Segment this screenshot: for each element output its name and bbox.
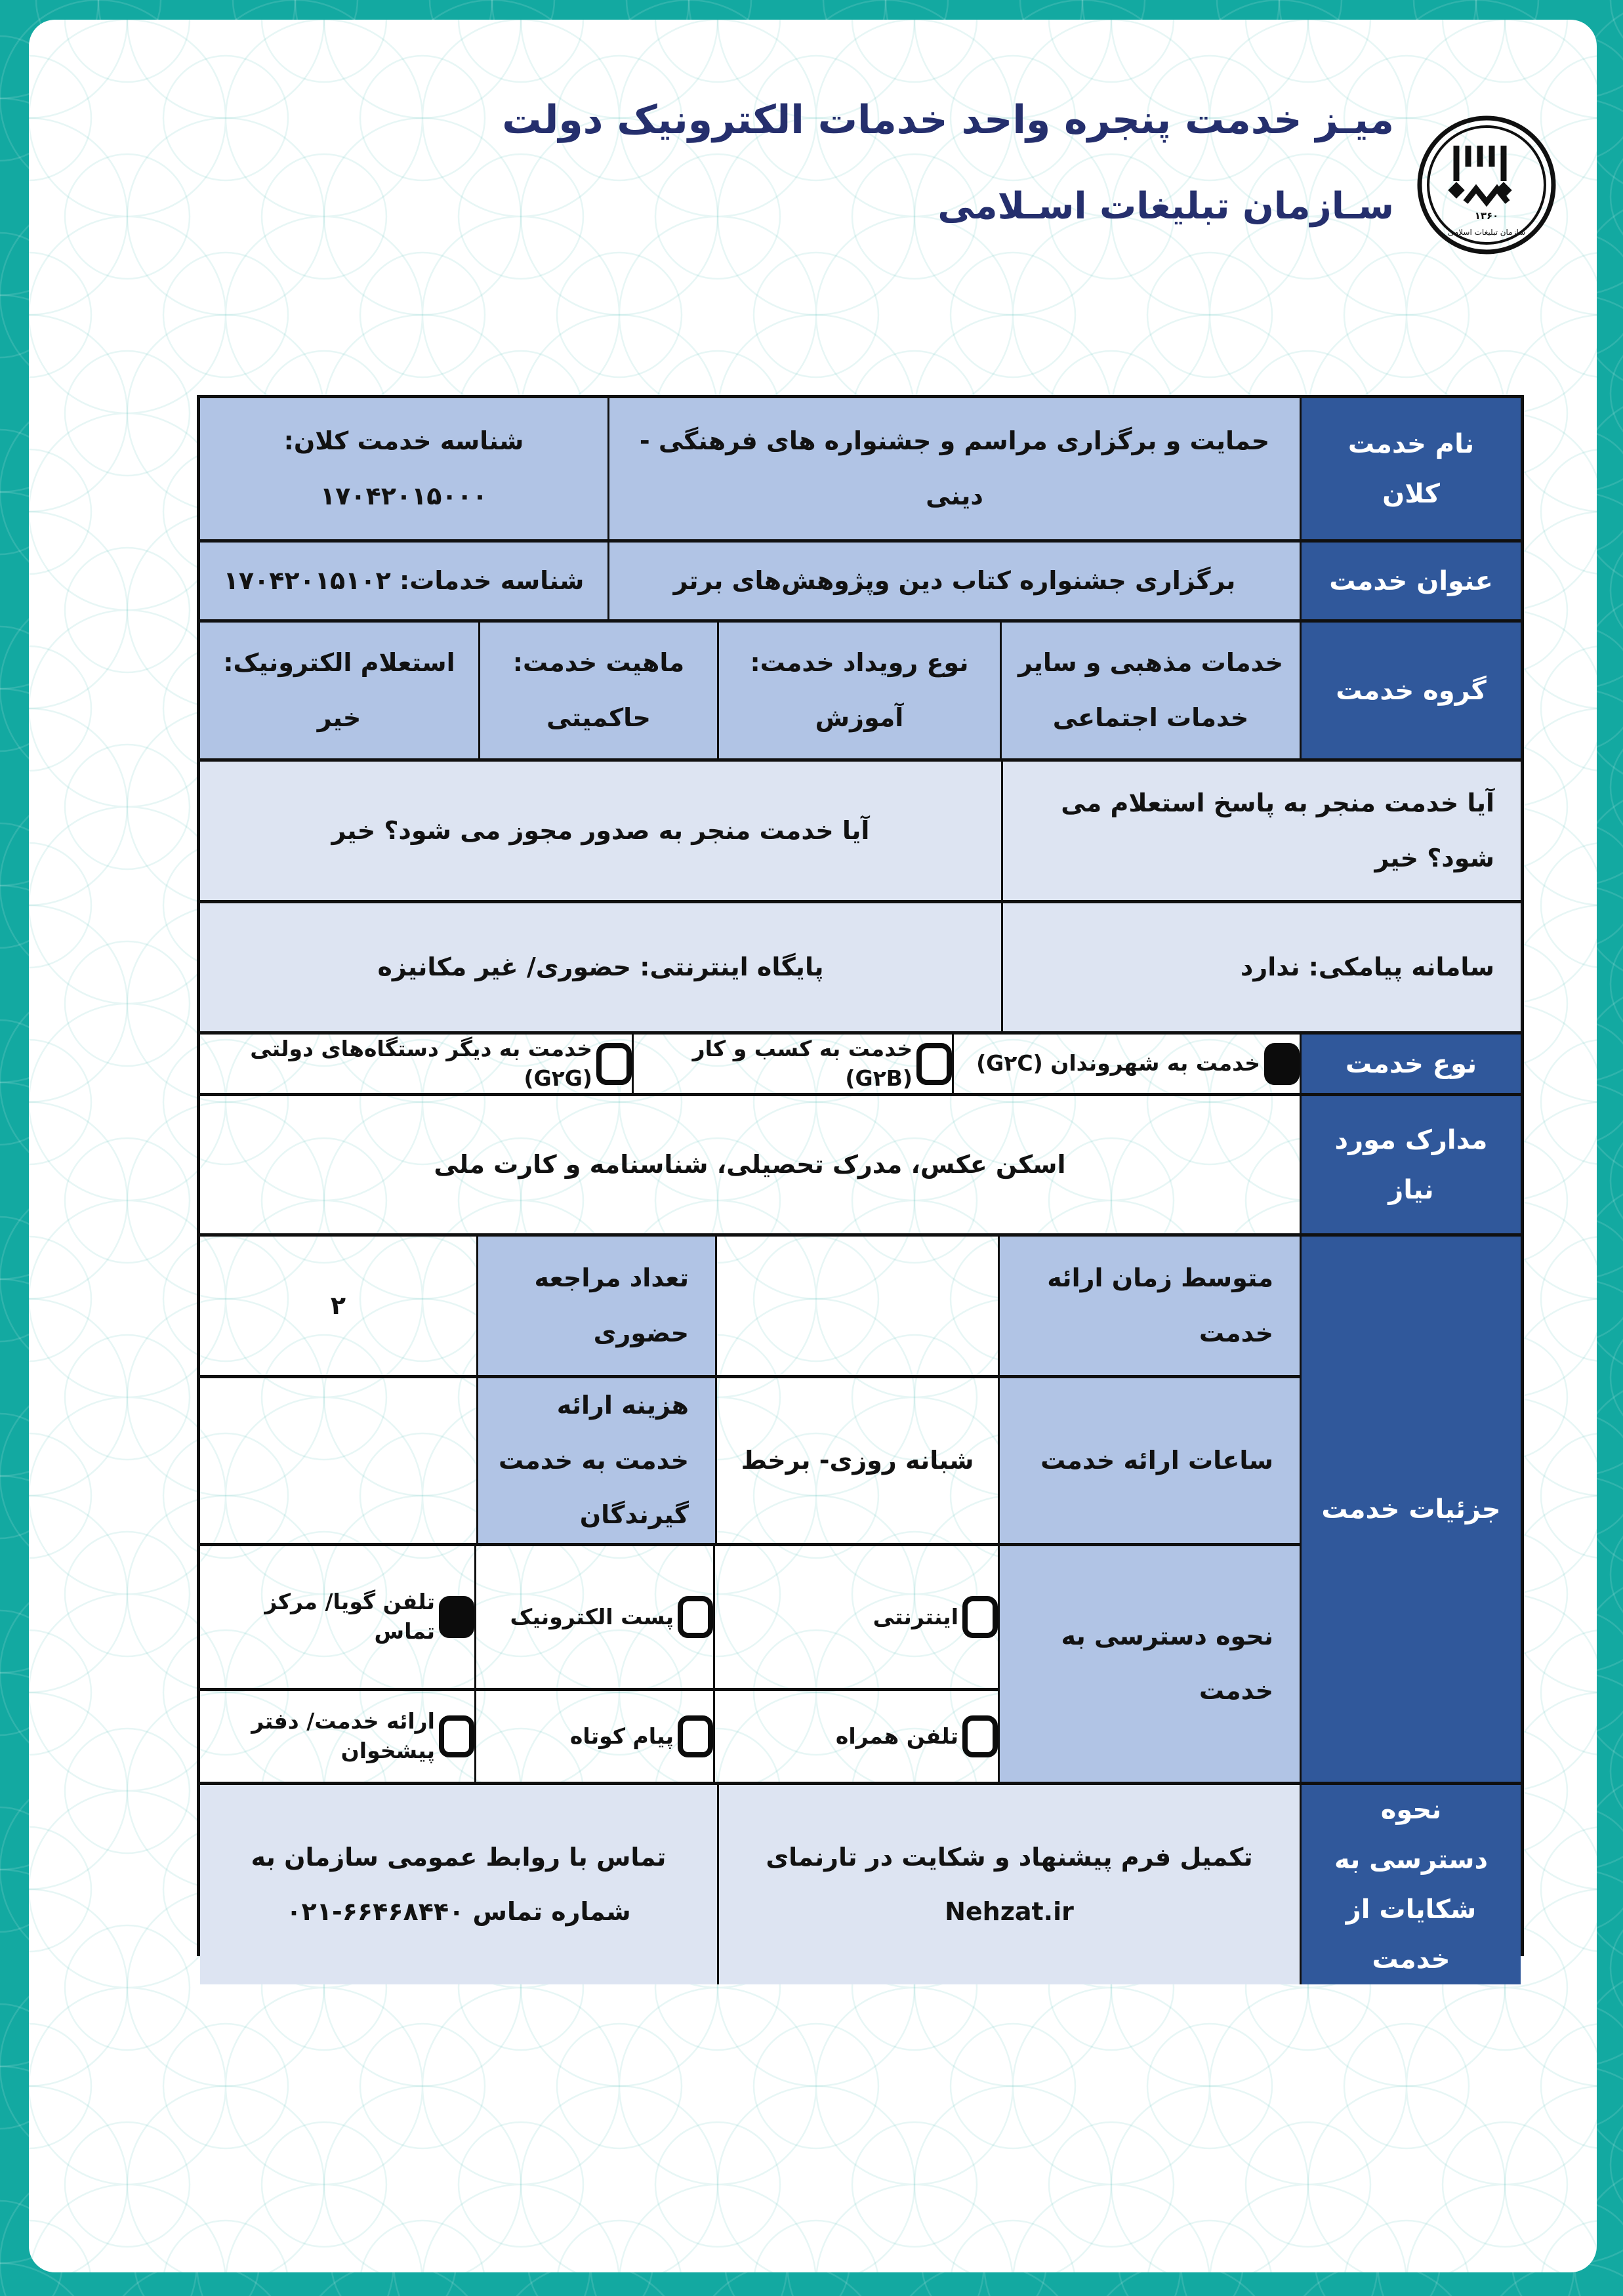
service-event-type: نوع رویداد خدمت: آموزش — [719, 623, 1002, 758]
option-ivr — [200, 1546, 476, 1688]
checkbox-sms-icon[interactable] — [678, 1715, 713, 1757]
checkbox-counter-icon[interactable] — [439, 1715, 474, 1757]
service-nature: ماهیت خدمت: حاکمیتی — [480, 623, 719, 758]
inquiry-answer-cell: آیا خدمت منجر به پاسخ استعلام می شود؟ خیر — [1003, 762, 1521, 900]
visits-label: تعداد مراجعه حضوری — [478, 1237, 717, 1375]
service-title-header: عنوان خدمت — [1302, 543, 1521, 619]
option-mobile — [715, 1691, 998, 1782]
avg-time-value — [717, 1237, 1000, 1375]
complaints-web: تکمیل فرم پیشنهاد و شکایت در تارنمای Nehzat.ir — [719, 1785, 1302, 1984]
documents-header: مدارک مورد نیاز — [1302, 1096, 1521, 1233]
option-counter — [200, 1691, 476, 1782]
option-g2b — [634, 1035, 954, 1093]
details-header: جزئیات خدمت — [1302, 1237, 1521, 1782]
row-service-type — [200, 1031, 1521, 1093]
option-g2c-label: خدمت به شهروندان (G۲C) — [976, 1050, 1260, 1076]
option-sms-label: پیام کوتاه — [569, 1723, 674, 1749]
option-g2g-label: خدمت به دیگر دستگاه‌های دولتی (G۲G) — [250, 1036, 592, 1091]
complaints-header: نحوه دسترسی به شکایات از خدمت — [1302, 1785, 1521, 1984]
service-title-id: شناسه خدمات: ۱۷۰۴۲۰۱۵۱۰۲ — [200, 543, 609, 619]
checkbox-g2g-icon[interactable] — [596, 1043, 632, 1085]
option-email-label: پست الکترونیک — [510, 1603, 674, 1630]
row-service-name — [200, 398, 1521, 539]
checkbox-internet-icon[interactable] — [962, 1596, 998, 1638]
row-avg-time — [200, 1237, 1300, 1375]
hours-label: ساعات ارائه خدمت — [1000, 1378, 1300, 1543]
option-counter-label: ارائه خدمت/ دفتر پیشخوان — [251, 1708, 435, 1763]
row-hours-cost — [200, 1375, 1300, 1543]
access-grid — [200, 1546, 1000, 1782]
option-ivr-label: تلفن گویا/ مرکز تماس — [264, 1589, 435, 1644]
row-service-group — [200, 619, 1521, 758]
option-mobile-label: تلفن همراه — [835, 1723, 958, 1749]
option-internet-label: اینترنتی — [873, 1603, 958, 1630]
checkbox-mobile-icon[interactable] — [962, 1715, 998, 1757]
cost-value — [200, 1378, 478, 1543]
complaints-phone: تماس با روابط عمومی سازمان به شماره تماس ۶۶۴۶۸۴۴۰-۰۲۱ — [200, 1785, 719, 1984]
page-title: میـز خدمت پنجره واحد خدمات الکترونیک دولت — [502, 97, 1394, 143]
checkbox-email-icon[interactable] — [678, 1596, 713, 1638]
visits-value: ۲ — [200, 1237, 478, 1375]
service-name-id: شناسه خدمت کلان: ۱۷۰۴۲۰۱۵۰۰۰ — [200, 398, 609, 539]
service-table — [197, 395, 1524, 1975]
service-group-header: گروه خدمت — [1302, 623, 1521, 758]
checkbox-g2b-icon[interactable] — [916, 1043, 952, 1085]
option-g2g — [200, 1035, 634, 1093]
avg-time-label: متوسط زمان ارائه خدمت — [1000, 1237, 1300, 1375]
document-header — [502, 97, 1394, 228]
option-internet — [715, 1546, 998, 1688]
option-g2c — [954, 1035, 1302, 1093]
document-card — [29, 20, 1597, 2272]
organization-logo-icon — [1414, 93, 1559, 290]
access-label: نحوه دسترسی به خدمت — [1000, 1546, 1300, 1782]
web-base-cell: پایگاه اینترنتی: حضوری/ غیر مکانیزه — [200, 903, 1003, 1031]
logo-caption: سازمان تبلیغات اسلامی — [1447, 228, 1526, 237]
details-grid — [200, 1237, 1302, 1782]
row-service-title — [200, 539, 1521, 619]
hours-value: شبانه روزی- برخط — [717, 1378, 1000, 1543]
service-title-value: برگزاری جشنواره کتاب دین وپژوهش‌های برتر — [609, 543, 1302, 619]
cost-label: هزینه ارائه خدمت به خدمت گیرندگان — [478, 1378, 717, 1543]
row-documents — [200, 1093, 1521, 1233]
option-email — [476, 1546, 715, 1688]
row-access-2 — [200, 1688, 998, 1782]
service-e-inquiry: استعلام الکترونیک: خیر — [200, 623, 480, 758]
option-sms — [476, 1691, 715, 1782]
service-name-value: حمایت و برگزاری مراسم و جشنواره های فرهنگی - دینی — [609, 398, 1302, 539]
checkbox-ivr-icon[interactable] — [439, 1596, 474, 1638]
row-complaints — [200, 1782, 1521, 1984]
organization-name: سـازمان تبلیغات اسـلامی — [937, 185, 1394, 228]
license-answer-cell: آیا خدمت منجر به صدور مجوز می شود؟ خیر — [200, 762, 1003, 900]
service-name-header: نام خدمت کلان — [1302, 398, 1521, 539]
option-g2b-label: خدمت به کسب و کار (G۲B) — [692, 1036, 913, 1091]
documents-value: اسکن عکس، مدرک تحصیلی، شناسنامه و کارت ملی — [200, 1096, 1302, 1233]
logo-year: ۱۳۶۰ — [1474, 210, 1499, 222]
service-type-header: نوع خدمت — [1302, 1035, 1521, 1093]
sms-system-cell: سامانه پیامکی: ندارد — [1003, 903, 1521, 1031]
row-inquiry — [200, 758, 1521, 900]
section-access — [200, 1543, 1300, 1782]
service-group-value: خدمات مذهبی و سایر خدمات اجتماعی — [1002, 623, 1302, 758]
row-access-1 — [200, 1546, 998, 1688]
checkbox-g2c-icon[interactable] — [1264, 1043, 1300, 1085]
row-sms-web — [200, 900, 1521, 1031]
section-service-details — [200, 1233, 1521, 1782]
